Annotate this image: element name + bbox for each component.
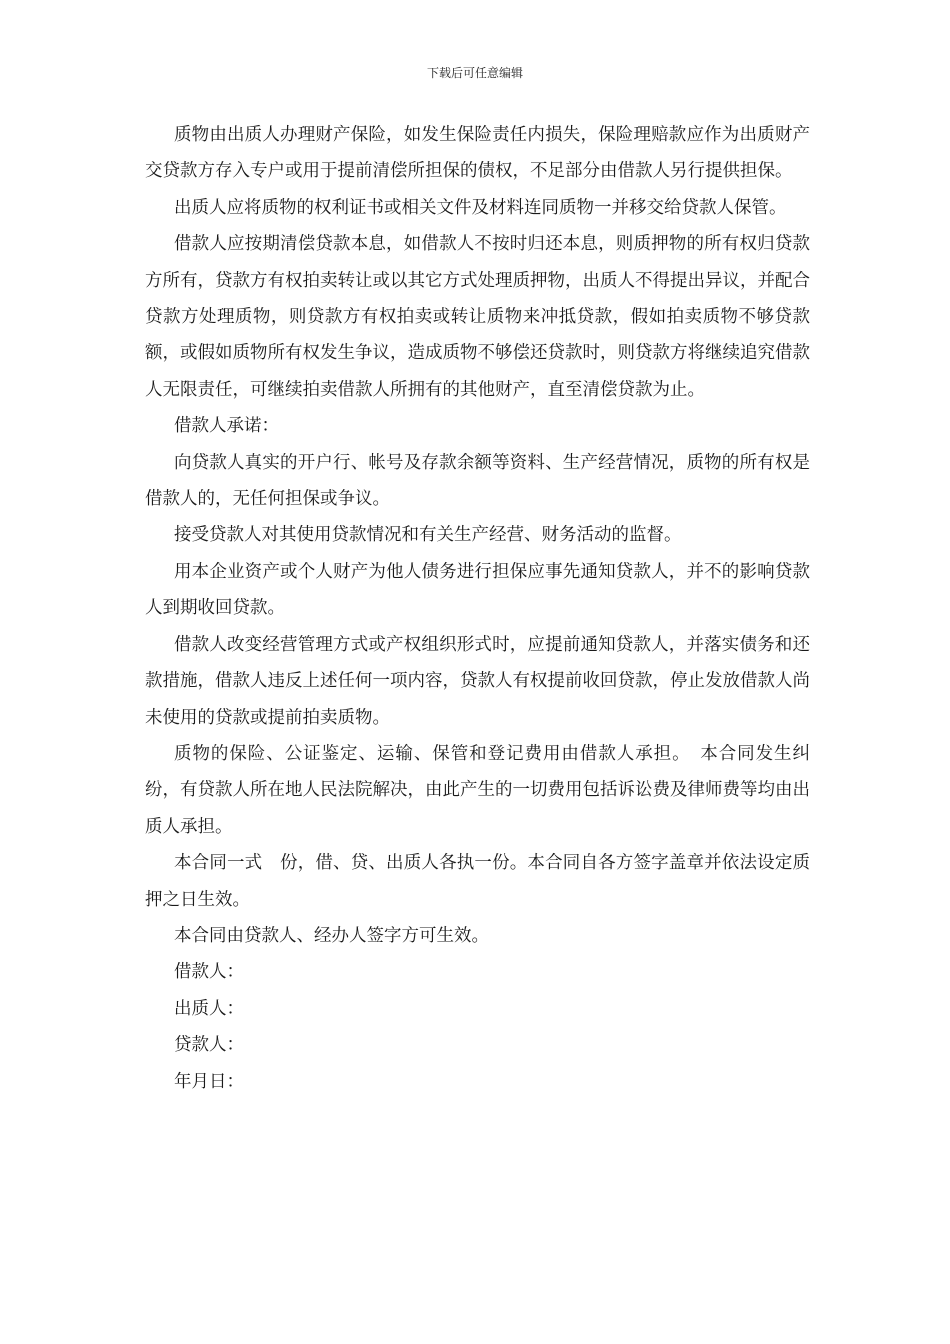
document-body	[145, 117, 810, 1100]
paragraph-repayment: 借款人应按期清偿贷款本息，如借款人不按时归还本息，则质押物的所有权归贷款方所有，贷款方有权拍卖转让或以其它方式处理质押物，出质人不得提出异议，并配合贷款方处理质物，则贷款方有权拍卖或转让质物来冲抵贷款，假如拍卖质物不够贷款额，或假如质物所有权发生争议，造成质物不够偿还贷款时，则贷款方将继续追究借款人无限责任，可继续拍卖借款人所拥有的其他财产，直至清偿贷款为止。	[145, 234, 810, 400]
signature-date: 年月日：	[174, 1071, 244, 1092]
paragraph-insurance: 质物由出质人办理财产保险，如发生保险责任内损失，保险理赔款应作为出质财产交贷款方存入专户或用于提前清偿所担保的债权，不足部分由借款人另行提供担保。	[145, 125, 810, 182]
paragraph-commitment-4: 借款人改变经营管理方式或产权组织形式时，应提前通知贷款人，并落实债务和还款措施，借款人违反上述任何一项内容，贷款人有权提前收回贷款，停止发放借款人尚未使用的贷款或提前拍卖质物。	[145, 634, 810, 728]
paragraph-commitment-3: 用本企业资产或个人财产为他人债务进行担保应事先通知贷款人，并不的影响贷款人到期收回贷款。	[145, 561, 810, 619]
paragraph-title-documents: 出质人应将质物的权利证书或相关文件及材料连同质物一并移交给贷款人保管。	[174, 197, 787, 218]
paragraph-borrower-commitment: 借款人承诺：	[174, 416, 279, 437]
signature-pledgor: 出质人：	[174, 998, 244, 1019]
paragraph-commitment-1: 向贷款人真实的开户行、帐号及存款余额等资料、生产经营情况，质物的所有权是借款人的，无任何担保或争议。	[145, 452, 810, 510]
paragraph-fees-disputes: 质物的保险、公证鉴定、运输、保管和登记费用由借款人承担。 本合同发生纠纷，有贷款人所在地人民法院解决，由此产生的一切费用包括诉讼费及律师费等均由出质人承担。	[145, 743, 810, 837]
paragraph-commitment-2: 接受贷款人对其使用贷款情况和有关生产经营、财务活动的监督。	[174, 525, 682, 546]
signature-lender: 贷款人：	[174, 1035, 244, 1056]
page-header: 下载后可任意编辑	[426, 66, 523, 80]
signature-borrower: 借款人：	[174, 962, 244, 983]
paragraph-signing-effect: 本合同由贷款人、经办人签字方可生效。	[174, 925, 489, 946]
paragraph-copies-effect: 本合同一式 份，借、贷、出质人各执一份。本合同自各方签字盖章并依法设定质押之日生效。	[145, 853, 810, 910]
